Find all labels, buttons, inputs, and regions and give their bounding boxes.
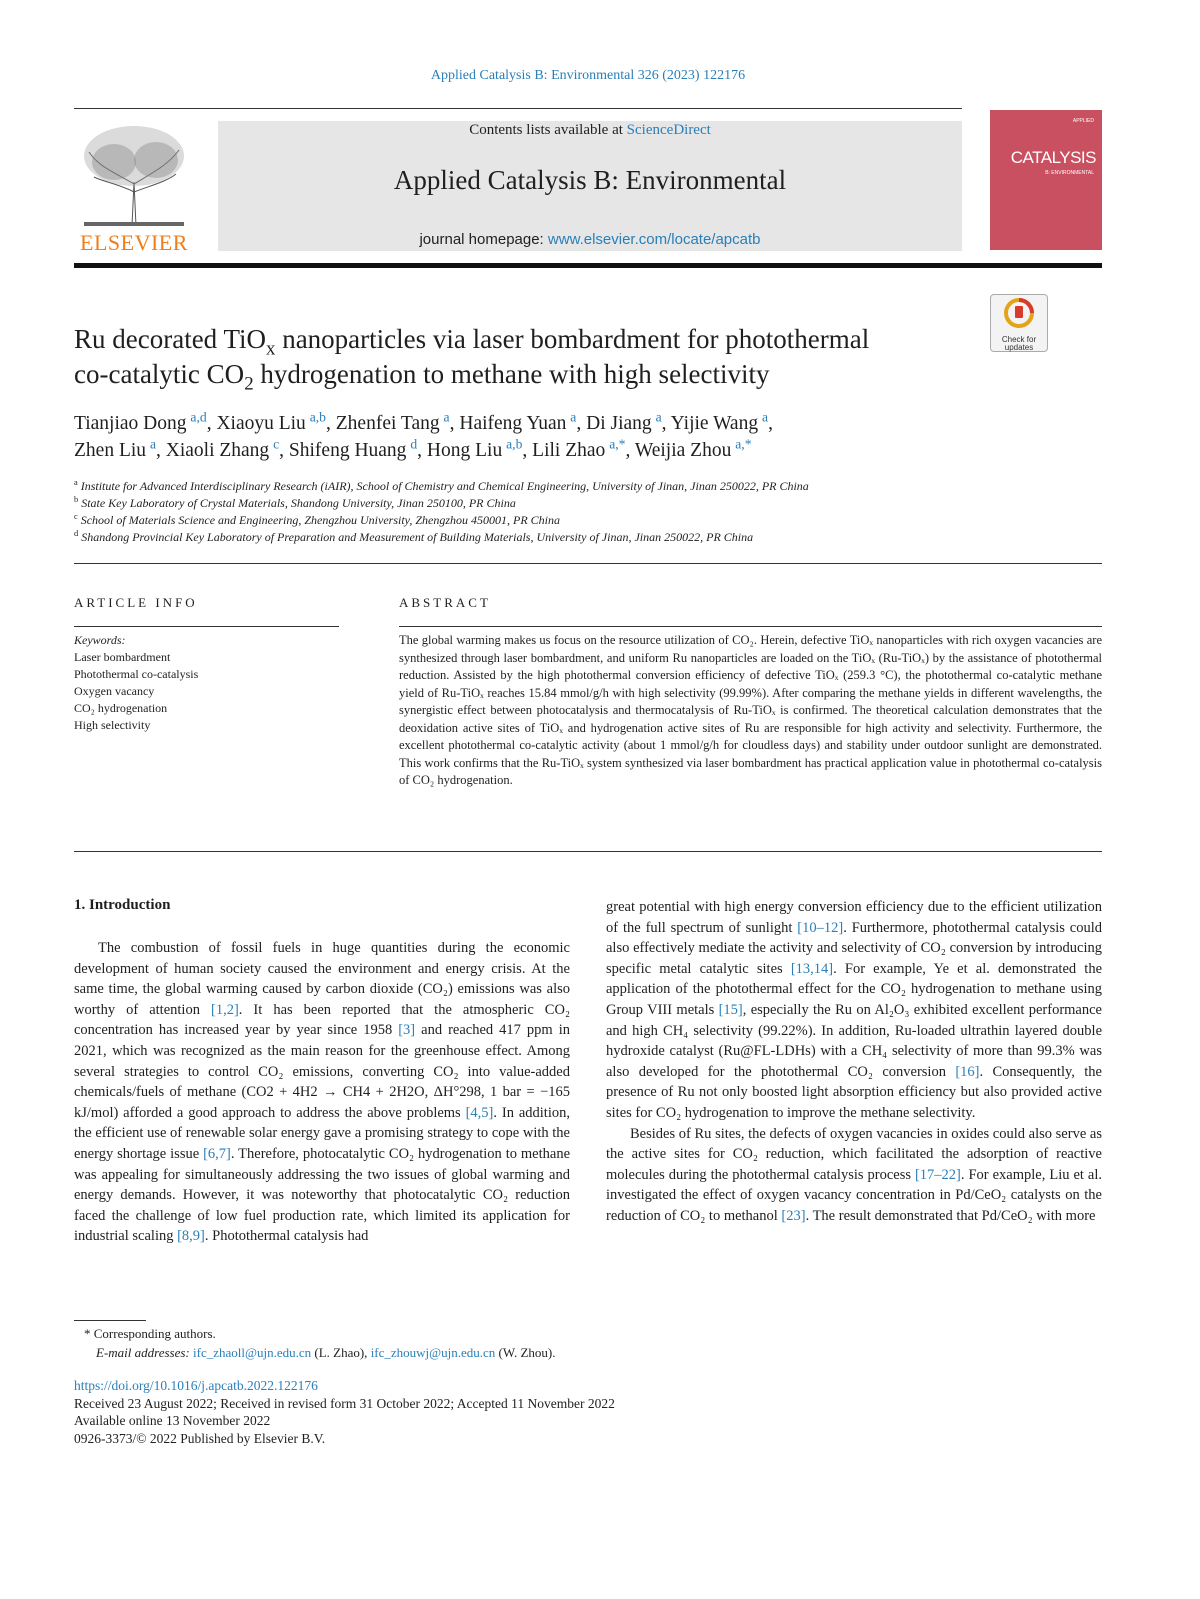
affiliations	[74, 478, 1104, 546]
author-affiliation-marker[interactable]: a	[655, 409, 662, 425]
author-affiliation-marker[interactable]: c	[273, 436, 280, 452]
keyword: High selectivity	[74, 718, 151, 732]
affiliation-item	[74, 495, 1104, 512]
keywords-block	[74, 632, 339, 734]
paragraph	[606, 897, 1102, 1124]
citation-link[interactable]: [8,9]	[177, 1228, 205, 1245]
keywords-label: Keywords:	[74, 633, 126, 647]
title-sub: 2	[244, 373, 254, 395]
sciencedirect-link[interactable]: ScienceDirect	[626, 122, 711, 138]
author-name: Lili Zhao	[532, 440, 606, 461]
article-info-heading: ARTICLE INFO	[74, 595, 198, 610]
paragraph-text: . For example, Ye et al. demonstrated the application of the photothermal effect for the CO₂ hydrogenation to methane using Group VIII metals	[606, 960, 1103, 1018]
section-heading-introduction: 1. Introduction	[74, 897, 171, 913]
author-name: Weijia Zhou	[634, 440, 732, 461]
info-rule	[74, 626, 339, 627]
author-name: Xiaoli Zhang	[165, 440, 270, 461]
cover-title: CATALYSIS	[1010, 148, 1096, 167]
citation-link[interactable]: [23]	[781, 1207, 806, 1224]
paragraph-text: , especially the Ru on Al₂O₃ exhibited excellent performance and high CH₄ selectivity (99.22%). In addition, Ru-loaded ultrathin layered double hydroxide catalyst (Ru@FL-LDHs) with a CH₄ selectivity of more than 99.3% was also developed for the photothermal CO₂ conversion	[606, 1001, 1102, 1080]
author-name: Hong Liu	[426, 440, 503, 461]
cover-top-label: APPLIED	[1072, 118, 1094, 124]
journal-title: Applied Catalysis B: Environmental	[393, 165, 787, 195]
affiliation-key: c	[74, 512, 78, 521]
contents-line	[218, 122, 962, 139]
available-online: Available online 13 November 2022	[74, 1413, 271, 1428]
citation-link[interactable]: [6,7]	[203, 1145, 231, 1162]
email-link-zhao[interactable]: ifc_zhaoll@ujn.edu.cn	[193, 1345, 312, 1360]
author-affiliation-marker[interactable]: a	[443, 409, 450, 425]
email-link-zhou[interactable]: ifc_zhouwj@ujn.edu.cn	[370, 1345, 496, 1360]
affiliation-text: School of Materials Science and Engineering, Zhengzhou University, Zhengzhou 450001, PR China	[77, 513, 560, 527]
journal-homepage	[218, 231, 962, 248]
paragraph-text: . For example, Liu et al. investigated the effect of oxygen vacancy concentration in Pd/CeO₂ catalysts on the reduction of CO₂ to methanol	[606, 1166, 1102, 1224]
paragraph-text: Besides of Ru sites, the defects of oxygen vacancies in oxides could also serve as the active sites for CO₂ reduction, which facilitated the adsorption of reactive molecules during the photothermal catalysis process	[606, 1125, 1102, 1183]
affiliation-item	[74, 512, 1104, 529]
email-line	[74, 1343, 555, 1362]
author-name: Haifeng Yuan	[459, 413, 567, 434]
check-for-updates-button[interactable]	[990, 294, 1048, 352]
keywords-list	[74, 649, 339, 734]
affiliation-text: State Key Laboratory of Crystal Materials, Shandong University, Jinan 250100, PR China	[78, 496, 516, 510]
author-affiliation-marker[interactable]: a,*	[609, 436, 626, 452]
citation-link[interactable]: [13,14]	[790, 960, 834, 977]
keyword: Photothermal co-catalysis	[74, 667, 199, 681]
affiliation-text: Shandong Provincial Key Laboratory of Preparation and Measurement of Building Materials, University of Jinan, Jinan 250022, PR China	[78, 530, 754, 544]
email-name: (W. Zhou).	[495, 1345, 556, 1360]
abstract-rule	[399, 626, 1102, 627]
email-label: E-mail addresses:	[96, 1345, 190, 1360]
author-name: Xiaoyu Liu	[216, 413, 306, 434]
homepage-prefix: journal homepage:	[419, 231, 548, 248]
author-affiliation-marker[interactable]: a,b	[506, 436, 523, 452]
email-name: (L. Zhao),	[311, 1345, 371, 1360]
author-affiliation-marker[interactable]: a,b	[309, 409, 327, 425]
citation-link[interactable]: [15]	[718, 1001, 743, 1018]
keyword: Oxygen vacancy	[74, 684, 155, 698]
paragraph-text: . It has been reported that the atmospheric CO₂ concentration has increased year by year since 1958	[74, 1001, 570, 1039]
citation-link[interactable]: [3]	[398, 1022, 416, 1039]
paragraph-text: The combustion of fossil fuels in huge quantities during the economic development of human society caused the environment and energy crisis. At the same time, the global warming caused by carbon dioxide (CO₂) emissions was also worthy of attention	[74, 940, 570, 1018]
paragraph-text: . Furthermore, photothermal catalysis could also effectively mediate the activity and selectivity of CO₂ conversion by introducing specific metal catalytic sites	[606, 919, 1103, 977]
author-affiliation-marker[interactable]: a	[570, 409, 577, 425]
received-dates: Received 23 August 2022; Received in revised form 31 October 2022; Accepted 11 November 2022	[74, 1395, 615, 1411]
paragraph	[74, 938, 570, 1247]
check-updates-label: Check for updates	[1001, 335, 1037, 352]
doi-link[interactable]: https://doi.org/10.1016/j.apcatb.2022.122176	[74, 1378, 318, 1393]
citation-link[interactable]: [16]	[955, 1063, 980, 1080]
issn-copyright: 0926-3373/© 2022 Published by Elsevier B.V.	[74, 1430, 326, 1446]
author-name: Di Jiang	[586, 413, 652, 434]
body-column-right	[606, 897, 1102, 1227]
title-sub: x	[266, 338, 276, 360]
title-part: Ru decorated TiO	[74, 324, 266, 354]
journal-reference[interactable]: Applied Catalysis B: Environmental 326 (2023) 122176	[430, 68, 746, 83]
corresponding-note: * Corresponding authors.	[84, 1326, 216, 1341]
citation-link[interactable]: [10–12]	[797, 919, 844, 936]
homepage-link[interactable]: www.elsevier.com/locate/apcatb	[547, 231, 761, 248]
title-part: co-catalytic CO	[74, 359, 245, 389]
affiliation-item	[74, 478, 1104, 495]
citation-link[interactable]: [4,5]	[465, 1104, 494, 1121]
footnote	[74, 1324, 555, 1362]
affiliation-key: d	[74, 529, 79, 538]
footnote-rule	[74, 1320, 146, 1321]
publication-info	[74, 1377, 615, 1447]
author-affiliation-marker[interactable]: a	[149, 436, 156, 452]
abstract-text: The global warming makes us focus on the resource utilization of CO₂. Herein, defective TiOₓ nanoparticles with rich oxygen vacancies are synthesized through laser bombardment, and uniform Ru nanoparticles are loaded on the TiOₓ (Ru-TiOₓ) by the assistance of photothermal reduction. Assisted by the high photothermal conversion efficiency of defective TiOₓ (259.3 °C), the photothermal co-catalytic methane yield of Ru-TiOₓ reaches 15.84 mmol/g/h with high selectivity (99.99%). After comparing the methane yields in different wavelengths, the synergistic effect between photocatalysis and thermocatalysis of Ru-TiOₓ is confirmed. The theoretical calculation demonstrates that the deoxidation active sites of TiOₓ and hydrogenation active sites of Ru are responsible for high activity and selectivity. Furthermore, the excellent photothermal co-catalytic activity (about 1 mmol/g/h for cloudless days) and stability under outdoor sunlight are demonstrated. This work confirms that the Ru-TiOₓ system synthesized via laser bombardment has practical application value in photothermal co-catalysis of CO₂ hydrogenation.	[399, 633, 1102, 787]
title-part: nanoparticles via laser bombardment for photothermal	[275, 324, 870, 354]
author-name: Shifeng Huang	[288, 440, 407, 461]
paragraph-text: and reached 417 ppm in 2021, which was recognized as the main reason for the greenhouse effect. Among several strategies to control CO₂ emissions, converting CO₂ into value-added chemicals/fuels of methane (CO2 + 4H2 → CH4 + 2H2O, ΔH°298, 1 bar = −165 kJ/mol) afforded a good approach to address the above problems	[74, 1022, 570, 1121]
citation-link[interactable]: [17–22]	[914, 1166, 961, 1183]
title-part: hydrogenation to methane with high selectivity	[253, 359, 770, 389]
divider	[74, 563, 1102, 564]
body-column-left	[74, 938, 570, 1247]
keyword: CO₂ hydrogenation	[74, 701, 168, 715]
divider	[74, 851, 1102, 852]
paragraph	[606, 1124, 1102, 1227]
author-name: Zhenfei Tang	[335, 413, 440, 434]
article-title	[74, 322, 974, 395]
paragraph-text: . Photothermal catalysis had	[204, 1228, 369, 1245]
author-affiliation-marker[interactable]: a,*	[735, 436, 752, 452]
author-name: Yijie Wang	[670, 413, 759, 434]
paragraph-text: . Therefore, photocatalytic CO₂ hydrogenation to methane was appealing for simultaneously addressing the two issues of global warming and energy demands. However, it was noteworthy that photocatalytic CO₂ reduction faced the challenge of low fuel production rate, which limited its application for industrial scaling	[74, 1145, 571, 1245]
affiliation-key: a	[74, 478, 78, 487]
author-affiliation-marker[interactable]: a	[762, 409, 769, 425]
abstract-heading: ABSTRACT	[399, 595, 491, 610]
elsevier-wordmark: ELSEVIER	[80, 230, 188, 255]
affiliation-text: Institute for Advanced Interdisciplinary Research (iAIR), School of Chemistry and Chemical Engineering, University of Jinan, Jinan 250022, PR China	[77, 479, 809, 493]
citation-link[interactable]: [1,2]	[210, 1001, 239, 1018]
cover-subtitle: B: ENVIRONMENTAL	[1045, 170, 1094, 176]
paragraph-text: great potential with high energy conversion efficiency due to the efficient utilization of the full spectrum of sunlight	[606, 899, 1102, 936]
paragraph-text: . The result demonstrated that Pd/CeO₂ with more	[805, 1207, 1096, 1224]
paragraph-text: . In addition, the efficient use of renewable solar energy gave a promising strategy to cope with the energy shortage issue	[74, 1104, 570, 1162]
author-affiliation-marker[interactable]: d	[410, 436, 418, 452]
author-affiliation-marker[interactable]: a,d	[190, 409, 207, 425]
header-rule	[74, 108, 962, 109]
affiliation-key: b	[74, 495, 79, 504]
author-list: Tianjiao Dong $^{a,d}$, Xiaoyu Liu $^{a,b}$, Zhenfei Tang $^a$, Haifeng Yuan $^a$, Di Jiang $^a$, Yijie Wang $^a$, Zhen Liu $^a$, Xiaoli Zhang $^c$, Shifeng Huang $^d$, Hong Liu $^{a,b}$, Lili Zhao $^{a,*}$, Weijia Zhou $^{a,*}$	[74, 409, 773, 461]
header-thick-rule	[74, 263, 1102, 268]
author-name: Tianjiao Dong	[74, 413, 187, 434]
check-updates-icon	[991, 295, 1047, 331]
affiliation-item	[74, 529, 1104, 546]
paragraph-text: . Consequently, the presence of Ru not only boosted light absorption efficiency but also provided active sites for CO₂ hydrogenation to improve the methane selectivity.	[606, 1063, 1102, 1121]
contents-prefix: Contents lists available at	[469, 122, 627, 138]
keyword: Laser bombardment	[74, 650, 171, 664]
author-name: Zhen Liu	[74, 440, 147, 461]
journal-cover	[990, 110, 1102, 250]
